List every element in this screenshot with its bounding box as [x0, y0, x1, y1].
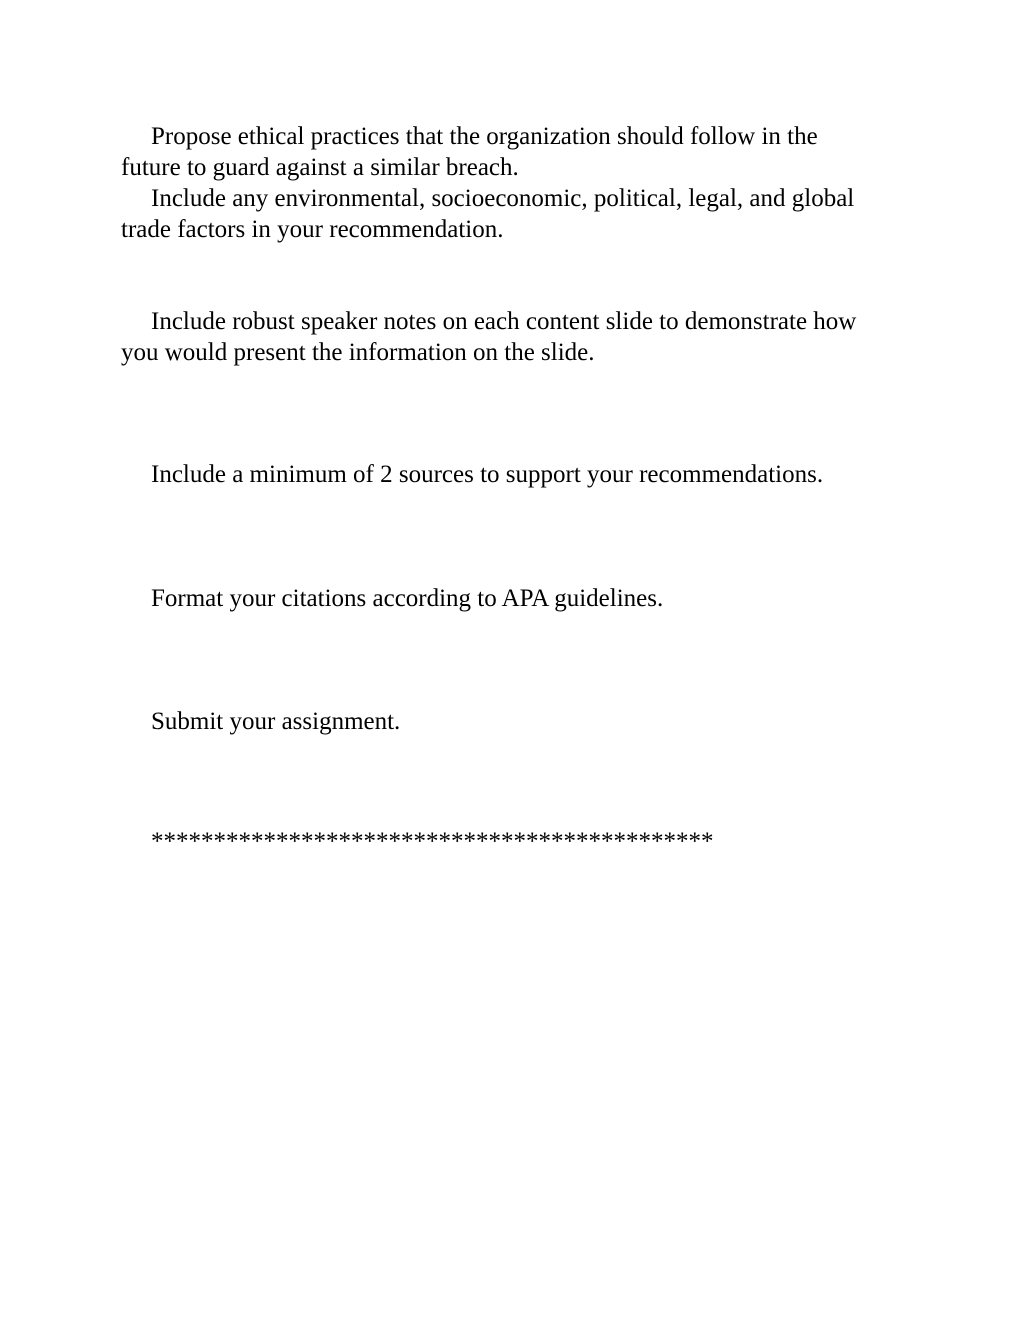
paragraph-sources: Include a minimum of 2 sources to support your recommendations.	[151, 461, 824, 488]
paragraph-speaker-notes: Include robust speaker notes on each content slide to demonstrate how you would present the information on the slide.	[121, 308, 857, 366]
asterisk-separator: *********************************************	[151, 828, 714, 855]
paragraph-submit: Submit your assignment.	[151, 708, 401, 735]
paragraph-ethical-practices: Propose ethical practices that the organization should follow in the future to guard against a similar breach.	[121, 123, 818, 181]
paragraph-factors: Include any environmental, socioeconomic, political, legal, and global trade factors in your recommendation.	[121, 185, 855, 243]
paragraph-citations: Format your citations according to APA guidelines.	[151, 585, 664, 612]
